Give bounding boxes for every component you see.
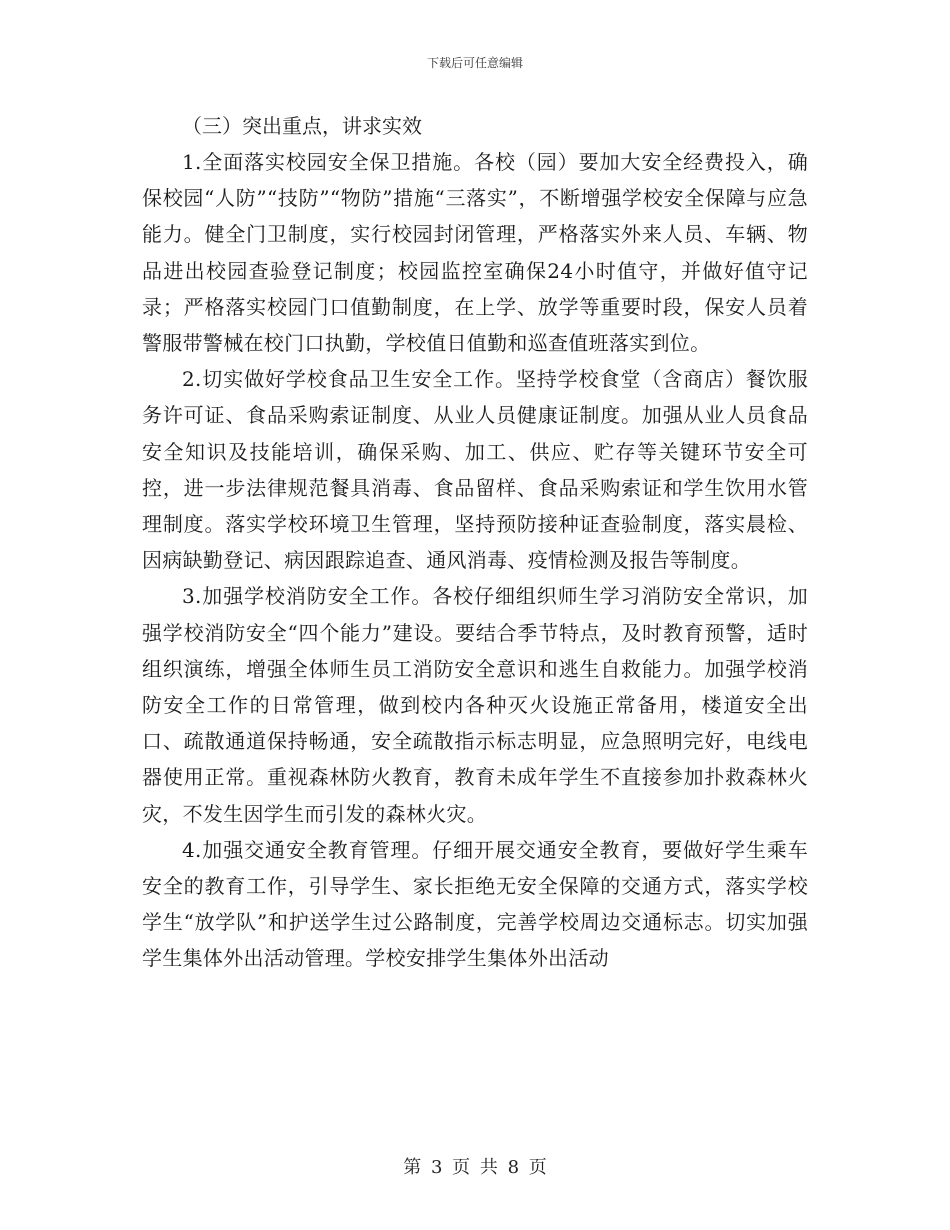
- paragraph-fire-safety: 3.加强学校消防安全工作。各校仔细组织师生学习消防安全常识，加强学校消防安全“四个能力”建设。要结合季节特点，及时教育预警，适时组织演练，增强全体师生员工消防安全意识和逃生自救能力。加强学校消防安全工作的日常管理，做到校内各种灭火设施正常备用，楼道安全出口、疏散通道保持畅通，安全疏散指示标志明显，应急照明完好，电线电器使用正常。重视森林防火教育，教育未成年学生不直接参加扑救森林火灾，不发生因学生而引发的森林火灾。: [142, 584, 808, 826]
- paragraph-food-safety: 2.切实做好学校食品卫生安全工作。坚持学校食堂（含商店）餐饮服务许可证、食品采购索证制度、从业人员健康证制度。加强从业人员食品安全知识及技能培训，确保采购、加工、供应、贮存等关键环节安全可控，进一步法律规范餐具消毒、食品留样、食品采购索证和学生饮用水管理制度。落实学校环境卫生管理，坚持预防接种证查验制度，落实晨检、因病缺勤登记、病因跟踪追查、通风消毒、疫情检测及报告等制度。: [142, 367, 808, 573]
- document-body: [142, 108, 808, 977]
- paragraph-traffic-safety: 4.加强交通安全教育管理。仔细开展交通安全教育，要做好学生乘车安全的教育工作，引导学生、家长拒绝无安全保障的交通方式，落实学校学生“放学队”和护送学生过公路制度，完善学校周边交通标志。切实加强学生集体外出活动管理。学校安排学生集体外出活动: [142, 837, 808, 971]
- page-number-footer: 第 3 页 共 8 页: [403, 1157, 547, 1178]
- paragraph-campus-security: 1.全面落实校园安全保卫措施。各校（园）要加大安全经费投入，确保校园“人防”“技防”“物防”措施“三落实”，不断增强学校安全保障与应急能力。健全门卫制度，实行校园封闭管理，严格落实外来人员、车辆、物品进出校园查验登记制度；校园监控室确保24小时值守，并做好值守记录；严格落实校园门口值勤制度，在上学、放学等重要时段，保安人员着警服带警械在校门口执勤，学校值日值勤和巡查值班落实到位。: [142, 150, 808, 356]
- page-header-note: 下载后可任意编辑: [426, 56, 523, 70]
- section-heading: （三）突出重点，讲求实效: [182, 114, 422, 138]
